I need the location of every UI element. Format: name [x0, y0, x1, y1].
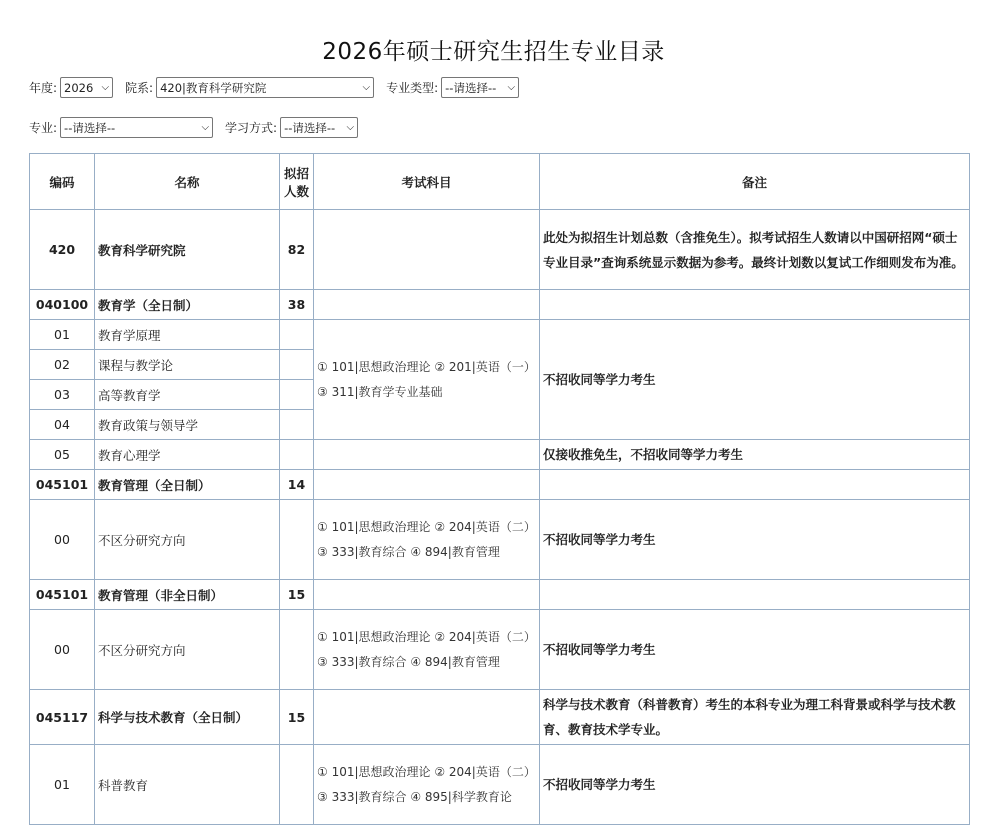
major-code: 040100 — [30, 290, 95, 320]
major-count: 38 — [280, 290, 314, 320]
direction-exam: ① 101|思想政治理论 ② 201|英语（一） ③ 311|教育学专业基础 — [314, 320, 540, 440]
mode-select[interactable] — [280, 117, 358, 138]
type-select[interactable] — [441, 77, 519, 98]
header-code: 编码 — [30, 154, 95, 210]
dept-select[interactable] — [156, 77, 374, 98]
dept-code: 420 — [30, 210, 95, 290]
direction-count — [280, 380, 314, 410]
direction-name: 课程与教学论 — [95, 350, 280, 380]
header-count-line2: 人数 — [283, 183, 309, 199]
major-count: 15 — [280, 580, 314, 610]
direction-note: 不招收同等学力考生 — [540, 320, 970, 440]
major-note: 科学与技术教育（科普教育）考生的本科专业为理工科背景或科学与技术教育、教育技术学专业。 — [540, 690, 970, 745]
direction-count — [280, 745, 314, 825]
table-row-direction — [30, 320, 970, 350]
table-row-major — [30, 470, 970, 500]
year-label: 年度: — [29, 81, 58, 95]
direction-name: 教育政策与领导学 — [95, 410, 280, 440]
direction-note: 仅接收推免生，不招收同等学力考生 — [540, 440, 970, 470]
direction-count — [280, 320, 314, 350]
direction-code: 01 — [30, 745, 95, 825]
table-row-direction — [30, 610, 970, 690]
direction-code: 05 — [30, 440, 95, 470]
major-name: 教育管理（全日制） — [95, 470, 280, 500]
major-code: 045101 — [30, 470, 95, 500]
major-note — [540, 580, 970, 610]
chevron-down-icon: ⌵ — [201, 122, 210, 133]
header-row — [30, 154, 970, 210]
direction-count — [280, 440, 314, 470]
direction-exam: ① 101|思想政治理论 ② 204|英语（二） ③ 333|教育综合 ④ 894|教育管理 — [314, 610, 540, 690]
header-count-line1: 拟招 — [283, 165, 309, 181]
major-code: 045117 — [30, 690, 95, 745]
major-exam — [314, 580, 540, 610]
year-select[interactable] — [60, 77, 113, 98]
direction-count — [280, 610, 314, 690]
header-name: 名称 — [95, 154, 280, 210]
table-row-dept — [30, 210, 970, 290]
mode-label: 学习方式: — [225, 121, 278, 135]
major-name: 教育管理（非全日制） — [95, 580, 280, 610]
direction-note: 不招收同等学力考生 — [540, 500, 970, 580]
dept-select-value: 420|教育科学研究院 — [160, 80, 267, 95]
direction-code: 00 — [30, 610, 95, 690]
table-row-direction — [30, 440, 970, 470]
direction-note: 不招收同等学力考生 — [540, 610, 970, 690]
major-select[interactable] — [60, 117, 213, 138]
major-count: 15 — [280, 690, 314, 745]
direction-count — [280, 410, 314, 440]
chevron-down-icon: ⌵ — [507, 82, 516, 93]
table-row-direction — [30, 745, 970, 825]
direction-name: 教育学原理 — [95, 320, 280, 350]
direction-name: 教育心理学 — [95, 440, 280, 470]
type-label: 专业类型: — [386, 81, 439, 95]
direction-name: 不区分研究方向 — [95, 500, 280, 580]
mode-select-value: --请选择-- — [284, 120, 336, 135]
chevron-down-icon: ⌵ — [101, 82, 110, 93]
direction-code: 04 — [30, 410, 95, 440]
major-note — [540, 290, 970, 320]
filter-row-2 — [29, 117, 370, 138]
direction-code: 03 — [30, 380, 95, 410]
direction-exam — [314, 440, 540, 470]
major-label: 专业: — [29, 121, 58, 135]
direction-name: 科普教育 — [95, 745, 280, 825]
major-name: 教育学（全日制） — [95, 290, 280, 320]
dept-label: 院系: — [125, 81, 154, 95]
major-exam — [314, 470, 540, 500]
header-exam: 考试科目 — [314, 154, 540, 210]
dept-name: 教育科学研究院 — [95, 210, 280, 290]
catalog-table — [29, 153, 970, 825]
direction-exam: ① 101|思想政治理论 ② 204|英语（二） ③ 333|教育综合 ④ 894|教育管理 — [314, 500, 540, 580]
table-row-major — [30, 690, 970, 745]
major-name: 科学与技术教育（全日制） — [95, 690, 280, 745]
table-row-major — [30, 290, 970, 320]
table-row-direction — [30, 500, 970, 580]
direction-name: 高等教育学 — [95, 380, 280, 410]
direction-code: 02 — [30, 350, 95, 380]
direction-count — [280, 350, 314, 380]
major-count: 14 — [280, 470, 314, 500]
dept-exam — [314, 210, 540, 290]
header-note: 备注 — [540, 154, 970, 210]
filter-row-1 — [29, 77, 531, 98]
direction-code: 00 — [30, 500, 95, 580]
direction-name: 不区分研究方向 — [95, 610, 280, 690]
header-count — [280, 154, 314, 210]
type-select-value: --请选择-- — [445, 80, 497, 95]
dept-count: 82 — [280, 210, 314, 290]
major-code: 045101 — [30, 580, 95, 610]
major-exam — [314, 690, 540, 745]
direction-code: 01 — [30, 320, 95, 350]
year-select-value: 2026 — [64, 80, 94, 95]
direction-count — [280, 500, 314, 580]
chevron-down-icon: ⌵ — [346, 122, 355, 133]
major-select-value: --请选择-- — [64, 120, 116, 135]
chevron-down-icon: ⌵ — [362, 82, 371, 93]
dept-note: 此处为拟招生计划总数（含推免生）。拟考试招生人数请以中国研招网“硕士专业目录”查询系统显示数据为参考。最终计划数以复试工作细则发布为准。 — [540, 210, 970, 290]
direction-note: 不招收同等学力考生 — [540, 745, 970, 825]
major-exam — [314, 290, 540, 320]
table-row-major — [30, 580, 970, 610]
direction-exam: ① 101|思想政治理论 ② 204|英语（二） ③ 333|教育综合 ④ 895|科学教育论 — [314, 745, 540, 825]
major-note — [540, 470, 970, 500]
page-title: 2026年硕士研究生招生专业目录 — [322, 39, 665, 66]
